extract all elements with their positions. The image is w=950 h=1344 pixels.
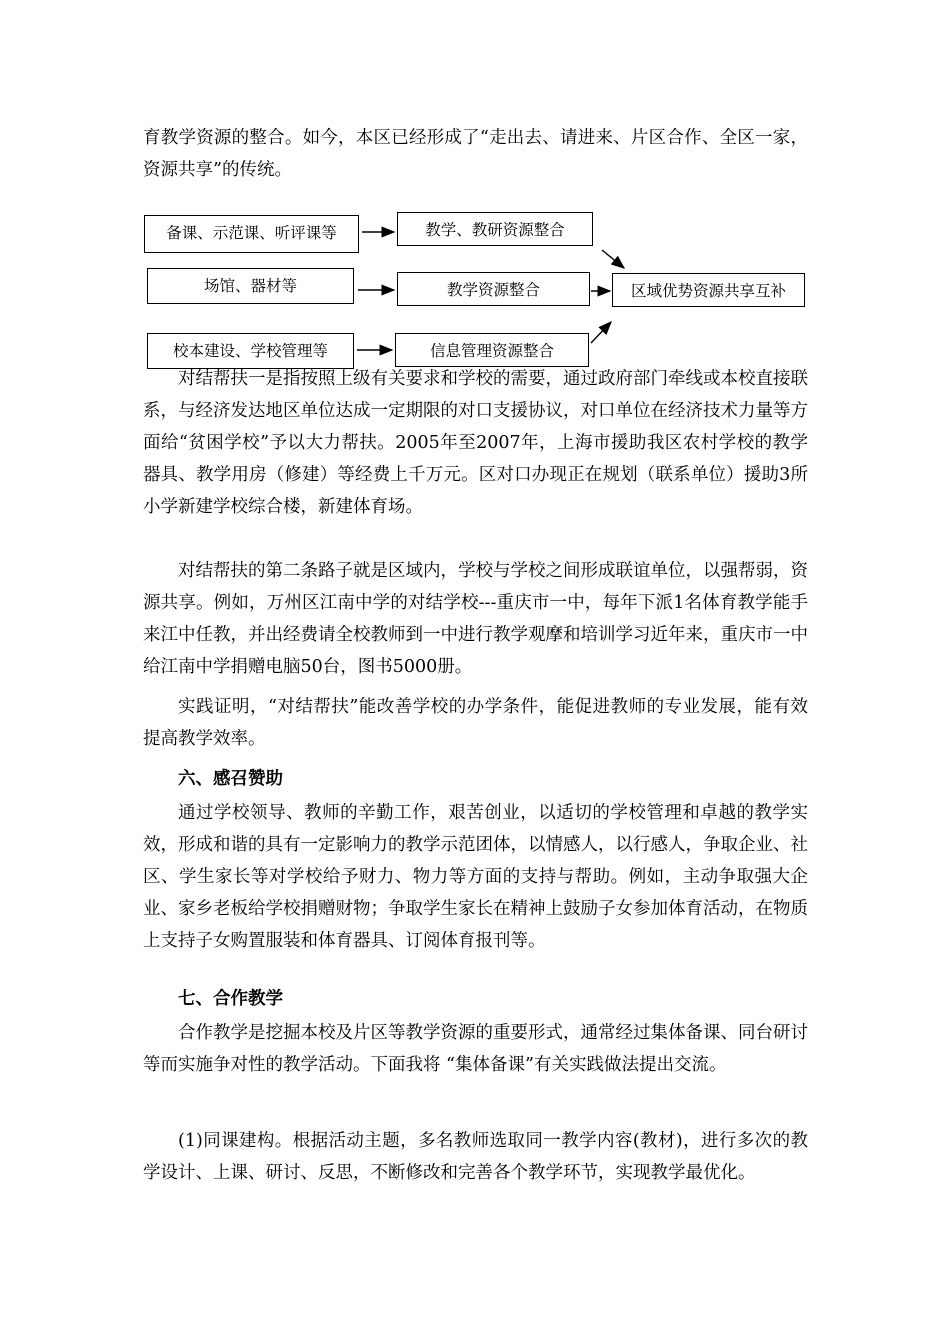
resource-integration-diagram [0,0,950,380]
section-heading-7: 七、合作教学 [178,989,283,1009]
paragraph-same-lesson-construction: (1)同课建构。根据活动主题，多名教师选取同一教学内容(教材)，进行多次的教学设计、上课、研讨、反思，不断修改和完善各个教学环节，实现教学最优化。 [143,1131,808,1183]
paragraph-intro-continued: 育教学资源的整合。如今，本区已经形成了“走出去、请进来、片区合作、全区一家，资源共享”的传统。 [143,128,808,180]
diagram-arrows [0,0,950,380]
integration-box-teaching-research: 教学、教研资源整合 [397,212,593,246]
source-box-lessons: 备课、示范课、听评课等 [144,215,359,253]
integration-box-information: 信息管理资源整合 [395,333,589,367]
result-box-resource-sharing: 区域优势资源共享互补 [612,273,805,307]
section-heading-6: 六、感召赞助 [178,769,283,789]
paragraph-pairing-support-2: 对结帮扶的第二条路子就是区域内，学校与学校之间形成联谊单位，以强帮弱，资源共享。例如，万州区江南中学的对结学校---重庆市一中，每年下派1名体育教学能手来江中任教，并出经费请全校教师到一中进行教学观摩和培训学习近年来，重庆市一中给江南中学捐赠电脑50台，图书5000册。 [143,561,808,677]
paragraph-practice-proves: 实践证明，“对结帮扶”能改善学校的办学条件，能促进教师的专业发展，能有效提高教学效率。 [143,697,808,749]
integration-box-teaching: 教学资源整合 [397,272,590,306]
source-box-venues: 场馆、器材等 [147,268,354,304]
paragraph-cooperative-teaching: 合作教学是挖掘本校及片区等教学资源的重要形式，通常经过集体备课、同台研讨等而实施争对性的教学活动。下面我将 “集体备课”有关实践做法提出交流。 [143,1023,808,1075]
paragraph-pairing-support-1: 对结帮扶一是指按照上级有关要求和学校的需要，通过政府部门牵线或本校直接联系，与经济发达地区单位达成一定期限的对口支援协议，对口单位在经济技术力量等方面给“贫困学校”予以大力帮扶。2005年至2007年，上海市援助我区农村学校的教学器具、教学用房（修建）等经费上千万元。区对口办现正在规划（联系单位）援助3所小学新建学校综合楼，新建体育场。 [143,369,808,517]
paragraph-sponsorship: 通过学校领导、教师的辛勤工作，艰苦创业，以适切的学校管理和卓越的教学实效，形成和谐的具有一定影响力的教学示范团体，以情感人，以行感人，争取企业、社区、学生家长等对学校给予财力、物力等方面的支持与帮助。例如，主动争取强大企业、家乡老板给学校捐赠财物；争取学生家长在精神上鼓励子女参加体育活动，在物质上支持子女购置服装和体育器具、订阅体育报刊等。 [143,803,808,951]
arrow-6 [591,322,611,343]
source-box-management: 校本建设、学校管理等 [147,333,354,369]
arrow-5 [602,250,624,268]
